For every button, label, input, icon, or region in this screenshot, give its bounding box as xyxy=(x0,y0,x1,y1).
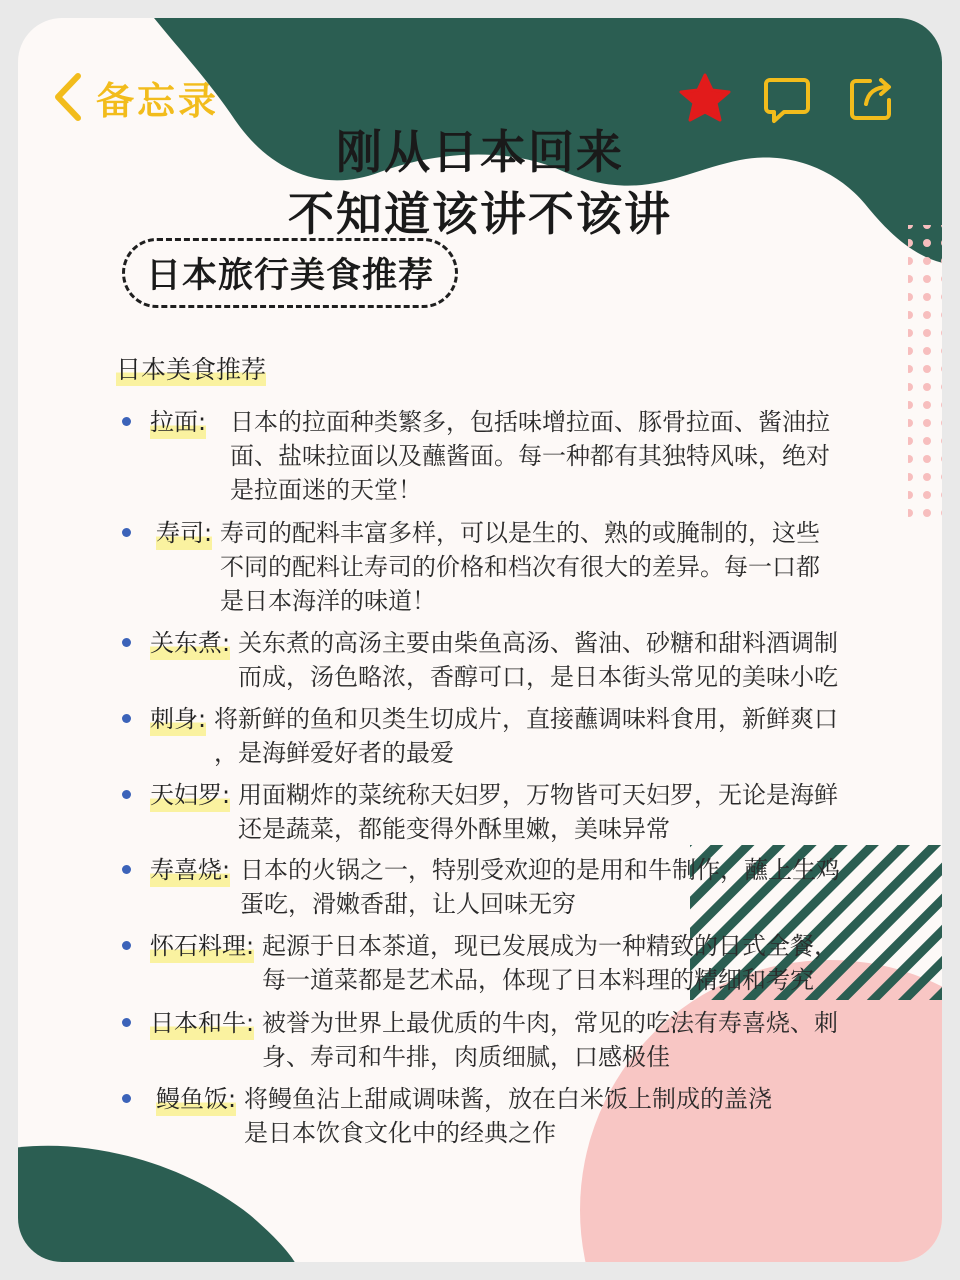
item-name: 寿喜烧: xyxy=(150,853,230,887)
bullet-dot-icon xyxy=(118,1090,134,1106)
bullet-dot-icon xyxy=(118,524,134,540)
item-name: 天妇罗: xyxy=(150,778,230,812)
section-title: 日本美食推荐 xyxy=(116,350,266,386)
item-text-line: 寿司的配料丰富多样，可以是生的、熟的或腌制的，这些 xyxy=(220,519,820,547)
item-text-line: 不同的配料让寿司的价格和档次有很大的差异。每一口都 xyxy=(220,553,820,581)
item-text-line: 将新鲜的鱼和贝类生切成片，直接蘸调味料食用，新鲜爽口 xyxy=(214,705,838,733)
item-text-line: 而成，汤色略浓，香醇可口，是日本街头常见的美味小吃 xyxy=(238,663,838,691)
headline-line-1: 刚从日本回来 xyxy=(336,125,624,179)
item-text-line: 用面糊炸的菜统称天妇罗，万物皆可天妇罗，无论是海鲜 xyxy=(238,781,838,809)
headline-line-2: 不知道该讲不该讲 xyxy=(288,187,672,241)
item-name: 怀石料理: xyxy=(150,929,254,963)
item-text-line: ，是海鲜爱好者的最爱 xyxy=(214,739,454,767)
item-text-line: 还是蔬菜，都能变得外酥里嫩，美味异常 xyxy=(238,815,670,843)
item-text-line: 日本的拉面种类繁多，包括味增拉面、豚骨拉面、酱油拉 xyxy=(230,408,830,436)
bullet-dot-icon xyxy=(118,413,134,429)
subtitle-badge xyxy=(122,238,458,308)
item-name: 刺身: xyxy=(150,702,206,736)
item-name: 寿司: xyxy=(156,516,212,550)
bullet-dot-icon xyxy=(118,937,134,953)
item-text-line: 每一道菜都是艺术品，体现了日本料理的精细和考究 xyxy=(262,966,814,994)
bullet-dot-icon xyxy=(118,634,134,650)
item-name: 日本和牛: xyxy=(150,1006,254,1040)
item-text-line: 是拉面迷的天堂！ xyxy=(230,476,422,504)
item-text-line: 日本的火锅之一，特别受欢迎的是用和牛制作，蘸上生鸡 xyxy=(240,856,840,884)
item-text-line: 蛋吃，滑嫩香甜，让人回味无穷 xyxy=(240,890,576,918)
item-name: 鳗鱼饭: xyxy=(156,1082,236,1116)
item-text-line: 是日本海洋的味道！ xyxy=(220,587,436,615)
back-label: 备忘录 xyxy=(96,78,220,123)
item-text-line: 面、盐味拉面以及蘸酱面。每一种都有其独特风味，绝对 xyxy=(230,442,830,470)
item-text-line: 身、寿司和牛排，肉质细腻，口感极佳 xyxy=(262,1043,670,1071)
bullet-dot-icon xyxy=(118,710,134,726)
item-text-line: 被誉为世界上最优质的牛肉，常见的吃法有寿喜烧、刺 xyxy=(262,1009,838,1037)
bullet-dot-icon xyxy=(118,786,134,802)
item-text-line: 是日本饮食文化中的经典之作 xyxy=(244,1119,556,1147)
item-text-line: 起源于日本茶道，现已发展成为一种精致的日式全餐， xyxy=(262,932,838,960)
item-text-line: 关东煮的高汤主要由柴鱼高汤、酱油、砂糖和甜料酒调制 xyxy=(238,629,838,657)
item-name: 关东煮: xyxy=(150,626,230,660)
subtitle-text: 日本旅行美食推荐 xyxy=(145,256,434,296)
item-text-line: 将鳗鱼沾上甜咸调味酱，放在白米饭上制成的盖浇 xyxy=(244,1085,772,1113)
bullet-dot-icon xyxy=(118,1014,134,1030)
item-name: 拉面: xyxy=(150,405,206,439)
bullet-dot-icon xyxy=(118,861,134,877)
chevron-left-icon xyxy=(52,72,84,122)
